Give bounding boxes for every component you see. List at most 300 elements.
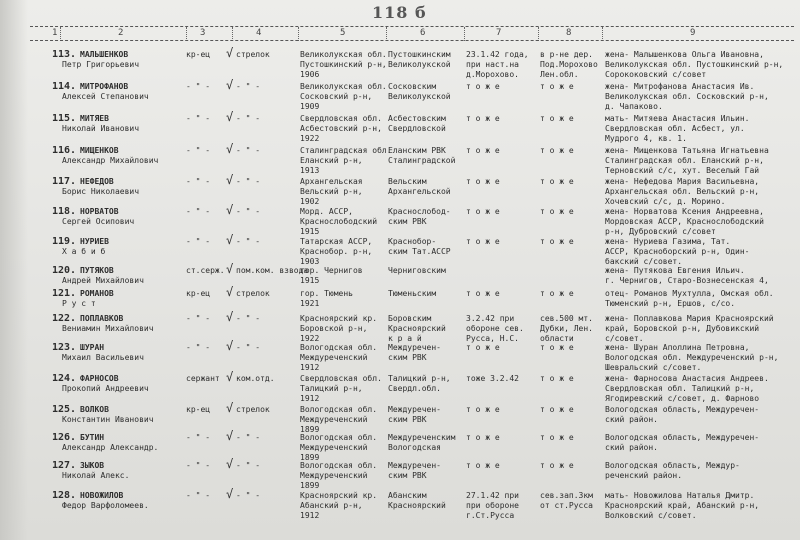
record-surname: РОМАНОВ (80, 289, 114, 298)
record-birthplace-line: гор. Чернигов (300, 266, 363, 275)
record-place (540, 50, 598, 80)
record-relative-line: отец- Романов Мухтулла, Омская обл. (605, 289, 774, 298)
record-surname: ФАРНОСОВ (80, 374, 119, 383)
record-draft-office (388, 433, 464, 453)
record-relative (605, 461, 797, 481)
record-place (540, 461, 598, 471)
record-place-line: т о ж е (540, 146, 574, 155)
record-draft-office (388, 491, 464, 511)
record-draft-office (388, 343, 464, 363)
record-draft-office-line: Красноярский (388, 324, 446, 333)
record-place-line: области (540, 334, 574, 343)
record-given-name: Х а б и б (62, 247, 106, 256)
record-index: 126. (52, 432, 77, 443)
record-birthplace-line: 1899 (300, 453, 320, 462)
record-birthplace-line: 1909 (300, 102, 320, 111)
record-relative-line: мать- Новожилова Наталья Дмитр. (605, 491, 755, 500)
record-place (540, 207, 598, 217)
record-index: 122. (52, 313, 77, 324)
record-rank: - " - (186, 82, 211, 91)
record-draft-office (388, 266, 464, 276)
record-date-line: т о ж е (466, 177, 500, 186)
column-divider (232, 27, 233, 41)
record-place-line: т о ж е (540, 289, 574, 298)
record-draft-office-line: Тюменьским (388, 289, 437, 298)
record-index: 116. (52, 145, 77, 156)
record-position: - " - (236, 461, 261, 470)
record-place-line: т о ж е (540, 343, 574, 352)
record-rank: сержант (186, 374, 220, 383)
record-place-line: т о ж е (540, 207, 574, 216)
record-birthplace-line: 1912 (300, 511, 320, 520)
column-number-2: 2 (118, 28, 124, 38)
record-index: 117. (52, 176, 77, 187)
record-rank: - " - (186, 343, 211, 352)
record-relative-line: Великолукская обл. Сосковский р-н, (605, 92, 769, 101)
record-given-name: Николай Иванович (62, 124, 140, 133)
record-place-line: т о ж е (540, 461, 574, 470)
record-place-line: т о ж е (540, 405, 574, 414)
record-given-name: Р у с т (62, 299, 96, 308)
checkmark-icon: √ (226, 262, 234, 276)
record-place (540, 177, 598, 187)
record-relative-line: край, Боровской р-н, Дубовикский (605, 324, 760, 333)
record-position: - " - (236, 343, 261, 352)
record-draft-office-line: Сталинградской (388, 156, 456, 165)
column-number-7: 7 (496, 28, 502, 38)
record-given-name: Прокопий Андреевич (62, 384, 149, 393)
record-position: - " - (236, 433, 261, 442)
record-given-name: Борис Николаевич (62, 187, 140, 196)
checkmark-icon: √ (226, 310, 234, 324)
record-date-line: т о ж е (466, 289, 500, 298)
column-number-8: 8 (566, 28, 572, 38)
record-relative-line: Архангельская обл. Вельский р-н, (605, 187, 760, 196)
record-draft-office-line: Междуречен- (388, 343, 441, 352)
record-draft-office (388, 114, 464, 134)
record-date-line: 3.2.42 при (466, 314, 515, 323)
record-birthplace-line: Междуреченский (300, 471, 368, 480)
checkmark-icon: √ (226, 401, 234, 415)
record-rank: - " - (186, 177, 211, 186)
record-relative (605, 374, 797, 404)
record-name (62, 289, 182, 309)
record-birthplace-line: Сталинградская обл. (300, 146, 392, 155)
record-relative (605, 114, 797, 144)
record-name (62, 114, 182, 134)
record-birthplace-line: 1922 (300, 334, 320, 343)
record-relative-line: жена- Путякова Евгения Ильич. (605, 266, 745, 275)
record-draft-office (388, 50, 464, 70)
record-place (540, 314, 598, 344)
record-relative-line: жена- Фарносова Анастасия Андреев. (605, 374, 769, 383)
record-draft-office-line: ским РВК (388, 353, 427, 362)
record-draft-office-line: Краснослобод- (388, 207, 451, 216)
record-relative-line: жена- Малышенкова Ольга Ивановна, (605, 50, 764, 59)
checkmark-icon: √ (226, 173, 234, 187)
record-birthplace (300, 461, 386, 491)
record-relative-line: Сорококовский с/совет (605, 70, 707, 79)
record-birthplace-line: Сосковский р-н, (300, 92, 373, 101)
record-draft-office-line: Красноярский (388, 501, 446, 510)
record-birthplace-line: Красноярский кр. (300, 314, 378, 323)
record-birthplace (300, 289, 386, 309)
record-birthplace-line: Асбестовский р-н, (300, 124, 382, 133)
checkmark-icon: √ (226, 46, 234, 60)
record-date (466, 207, 536, 217)
record-date-line: при обороне (466, 501, 519, 510)
record-relative-line: д. Чапаково. (605, 102, 663, 111)
record-place (540, 114, 598, 124)
record-relative-line: ский район. (605, 443, 658, 452)
record-date-line: д.Морохово. (466, 70, 519, 79)
record-name (62, 50, 182, 70)
record-date (466, 237, 536, 247)
record-birthplace (300, 314, 386, 344)
record-birthplace-line: 1913 (300, 166, 320, 175)
record-relative-line: реченский район. (605, 471, 683, 480)
record-birthplace-line: Великолукская обл. (300, 82, 387, 91)
record-draft-office (388, 314, 464, 344)
record-relative (605, 82, 797, 112)
record-draft-office (388, 289, 464, 299)
record-date-line: обороне сев. (466, 324, 524, 333)
record-relative-line: мать- Митяева Анастасия Ильин. (605, 114, 750, 123)
record-surname: МИТЯЕВ (80, 114, 109, 123)
record-place (540, 343, 598, 353)
record-rank: - " - (186, 207, 211, 216)
record-relative (605, 405, 797, 425)
record-name (62, 177, 182, 197)
record-draft-office-line: Абанским (388, 491, 427, 500)
record-place-line: т о ж е (540, 177, 574, 186)
record-relative (605, 266, 797, 286)
record-index: 128. (52, 490, 77, 501)
checkmark-icon: √ (226, 487, 234, 501)
record-birthplace-line: 1902 (300, 197, 320, 206)
record-place-line: Дубки, Лен. (540, 324, 593, 333)
record-draft-office-line: Вологодская (388, 443, 441, 452)
checkmark-icon: √ (226, 203, 234, 217)
record-birthplace-line: 1915 (300, 227, 320, 236)
record-date-line: т о ж е (466, 405, 500, 414)
record-date-line: т о ж е (466, 433, 500, 442)
record-given-name: Александр Михайлович (62, 156, 159, 165)
record-date (466, 314, 536, 344)
record-position: - " - (236, 82, 261, 91)
record-draft-office-line: ским РВК (388, 415, 427, 424)
record-birthplace (300, 177, 386, 207)
record-date-line: т о ж е (466, 114, 500, 123)
record-name (62, 266, 182, 286)
record-name (62, 237, 182, 257)
record-name (62, 491, 182, 511)
column-number-6: 6 (420, 28, 426, 38)
record-birthplace-line: Морд. АССР, (300, 207, 353, 216)
record-rank: кр-ец (186, 50, 211, 59)
record-birthplace (300, 405, 386, 435)
record-position: - " - (236, 314, 261, 323)
record-relative-line: Волковский с/совет. (605, 511, 697, 520)
record-draft-office-line: Пустошкинским (388, 50, 451, 59)
record-surname: НОРВАТОВ (80, 207, 119, 216)
record-index: 125. (52, 404, 77, 415)
record-date-line: Русса, Н.С. (466, 334, 519, 343)
record-birthplace-line: 1906 (300, 70, 320, 79)
record-relative-line: Шевральский с/совет. (605, 363, 702, 372)
record-birthplace (300, 343, 386, 373)
record-surname: ПОПЛАВКОВ (80, 314, 124, 323)
record-draft-office-line: Талицкий р-н, (388, 374, 451, 383)
record-place (540, 491, 598, 511)
record-position: - " - (236, 207, 261, 216)
record-date-line: т о ж е (466, 146, 500, 155)
record-relative (605, 146, 797, 176)
record-place-line: т о ж е (540, 374, 574, 383)
record-date (466, 82, 536, 92)
record-draft-office (388, 405, 464, 425)
record-draft-office-line: Междуречен- (388, 405, 441, 414)
record-birthplace-line: гор. Тюмень (300, 289, 353, 298)
record-index: 119. (52, 236, 77, 247)
record-relative-line: Тюменский р-н, Ершов, с/со. (605, 299, 736, 308)
record-birthplace (300, 50, 386, 80)
record-birthplace-line: 1921 (300, 299, 320, 308)
record-birthplace (300, 374, 386, 404)
record-birthplace-line: Боровской р-н, (300, 324, 368, 333)
record-date (466, 405, 536, 415)
record-relative-line: Великолукская обл. Пустошкинский р-н, (605, 60, 784, 69)
record-birthplace-line: Талицкий р-н, (300, 384, 363, 393)
record-relative-line: жена- Поплавкова Мария Красноярский (605, 314, 774, 323)
record-place-line: т о ж е (540, 114, 574, 123)
record-draft-office-line: Свердловской (388, 124, 446, 133)
record-relative-line: жена- Нефедова Мария Васильевна, (605, 177, 760, 186)
record-draft-office-line: Междуреченским (388, 433, 456, 442)
record-birthplace-line: Вологодская обл. (300, 405, 378, 414)
record-rank: - " - (186, 314, 211, 323)
record-position: пом.ком. взвода (236, 266, 309, 275)
checkmark-icon: √ (226, 110, 234, 124)
record-position: - " - (236, 237, 261, 246)
record-surname: БУТИН (80, 433, 105, 442)
record-birthplace-line: 1912 (300, 363, 320, 372)
record-birthplace-line: Краснослободский (300, 217, 378, 226)
record-draft-office (388, 82, 464, 102)
record-birthplace-line: Междуреченский (300, 415, 368, 424)
record-index: 123. (52, 342, 77, 353)
record-place-line: Лен.обл. (540, 70, 579, 79)
record-relative-line: ский район. (605, 415, 658, 424)
record-draft-office-line: ским РВК (388, 471, 427, 480)
checkmark-icon: √ (226, 370, 234, 384)
record-relative (605, 433, 797, 453)
record-birthplace-line: Еланский р-н, (300, 156, 363, 165)
record-draft-office (388, 237, 464, 257)
record-name (62, 82, 182, 102)
record-surname: ЗЫКОВ (80, 461, 105, 470)
column-number-4: 4 (256, 28, 262, 38)
record-draft-office-line: Вельским (388, 177, 427, 186)
record-date-line: 23.1.42 года, (466, 50, 529, 59)
record-date (466, 374, 536, 384)
record-position: стрелок (236, 405, 270, 414)
record-draft-office-line: ским РВК (388, 217, 427, 226)
record-name (62, 374, 182, 394)
record-position: - " - (236, 114, 261, 123)
record-date-line: т о ж е (466, 82, 500, 91)
checkmark-icon: √ (226, 457, 234, 471)
record-given-name: Алексей Степанович (62, 92, 149, 101)
record-draft-office-line: Боровским (388, 314, 432, 323)
column-divider (602, 27, 603, 41)
record-rank: - " - (186, 237, 211, 246)
record-surname: ШУРАН (80, 343, 105, 352)
record-relative-line: жена- Нуриева Газима, Тат. (605, 237, 731, 246)
record-birthplace (300, 237, 386, 267)
record-surname: МИЩЕНКОВ (80, 146, 119, 155)
record-name (62, 433, 182, 453)
page-number: 118 б (372, 3, 427, 22)
record-relative (605, 314, 797, 344)
checkmark-icon: √ (226, 78, 234, 92)
record-relative-line: Мудрого 4, кв. 1. (605, 134, 687, 143)
record-date (466, 177, 536, 187)
record-given-name: Федор Варфоломеев. (62, 501, 149, 510)
record-position: - " - (236, 177, 261, 186)
record-place (540, 405, 598, 415)
record-draft-office-line: Междуречен- (388, 461, 441, 470)
column-divider (386, 27, 387, 41)
record-row (0, 487, 800, 529)
record-birthplace-line: 1899 (300, 425, 320, 434)
record-relative-line: Терновский с/с, хут. Веселый Гай (605, 166, 760, 175)
record-surname: НОВОЖИЛОВ (80, 491, 124, 500)
record-relative (605, 207, 797, 237)
record-place-line: т о ж е (540, 82, 574, 91)
record-surname: МИТРОФАНОВ (80, 82, 129, 91)
record-relative-line: р-н, Дубровский с/совет (605, 227, 716, 236)
record-given-name: Михаил Васильевич (62, 353, 144, 362)
column-divider (186, 27, 187, 41)
record-relative-line: г. Чернигов, Старо-Вознесенская 4, (605, 276, 769, 285)
record-birthplace-line: 1903 (300, 257, 320, 266)
record-birthplace (300, 433, 386, 463)
record-place-line: сев.500 мт. (540, 314, 593, 323)
record-date-line: 27.1.42 при (466, 491, 519, 500)
record-draft-office-line: Архангельской (388, 187, 451, 196)
record-date-line: т о ж е (466, 237, 500, 246)
record-birthplace-line: Вологодская обл. (300, 461, 378, 470)
record-index: 114. (52, 81, 77, 92)
record-birthplace-line: Татарская АССР, (300, 237, 373, 246)
record-date (466, 491, 536, 521)
record-birthplace (300, 207, 386, 237)
record-place (540, 237, 598, 247)
record-birthplace-line: 1922 (300, 134, 320, 143)
record-draft-office-line: к р а й (388, 334, 422, 343)
record-birthplace (300, 114, 386, 144)
record-birthplace-line: 1899 (300, 481, 320, 490)
record-relative (605, 343, 797, 373)
record-name (62, 207, 182, 227)
record-birthplace-line: Краснобор. р-н, (300, 247, 373, 256)
record-relative-line: Сталинградская обл. Еланский р-н, (605, 156, 764, 165)
record-date-line: при наст.на (466, 60, 519, 69)
record-draft-office-line: Краснобор- (388, 237, 437, 246)
record-given-name: Константин Иванович (62, 415, 154, 424)
record-relative (605, 237, 797, 267)
checkmark-icon: √ (226, 233, 234, 247)
record-draft-office-line: Асбестовским (388, 114, 446, 123)
record-relative (605, 289, 797, 309)
record-draft-office-line: Великолукской (388, 60, 451, 69)
record-relative-line: жена- Мищенкова Татьяна Игнатьевна (605, 146, 769, 155)
record-given-name: Сергей Осипович (62, 217, 135, 226)
record-birthplace-line: 1915 (300, 276, 320, 285)
record-name (62, 314, 182, 334)
record-place-line: т о ж е (540, 433, 574, 442)
column-number-5: 5 (340, 28, 346, 38)
record-name (62, 146, 182, 166)
record-given-name: Александр Александр. (62, 443, 159, 452)
record-date (466, 50, 536, 80)
record-birthplace-line: 1912 (300, 394, 320, 403)
record-birthplace-line: Вельский р-н, (300, 187, 363, 196)
record-relative-line: Ягодиревский с/совет, д. Фарново (605, 394, 760, 403)
record-name (62, 405, 182, 425)
record-place (540, 146, 598, 156)
record-draft-office (388, 374, 464, 394)
record-relative-line: жена- Норватова Ксения Андреевна, (605, 207, 764, 216)
record-position: ком.отд. (236, 374, 275, 383)
record-rank: ст.серж. (186, 266, 225, 275)
column-divider (464, 27, 465, 41)
record-birthplace-line: Свердловская обл. (300, 374, 382, 383)
record-relative-line: с/совет. (605, 334, 644, 343)
record-rank: - " - (186, 114, 211, 123)
record-date (466, 461, 536, 471)
record-birthplace-line: Архангельская (300, 177, 363, 186)
top-rule (30, 26, 794, 27)
record-relative (605, 491, 797, 521)
column-divider (298, 27, 299, 41)
column-divider (538, 27, 539, 41)
record-given-name: Николай Алекс. (62, 471, 130, 480)
record-given-name: Вениамин Михайлович (62, 324, 154, 333)
record-rank: - " - (186, 491, 211, 500)
record-surname: ВОЛКОВ (80, 405, 109, 414)
record-relative-line: Вологодская область, Междур- (605, 461, 740, 470)
record-relative-line: жена- Митрофанова Анастасия Ив. (605, 82, 755, 91)
record-birthplace-line: Красноярский кр. (300, 491, 378, 500)
record-given-name: Андрей Михайлович (62, 276, 144, 285)
record-date-line: т о ж е (466, 207, 500, 216)
record-date-line: тоже 3.2.42 (466, 374, 519, 383)
record-draft-office-line: Еланским РВК (388, 146, 446, 155)
record-surname: НЕФЕДОВ (80, 177, 114, 186)
record-relative-line: бакский с/совет. (605, 257, 683, 266)
record-draft-office (388, 177, 464, 197)
record-birthplace-line: Вологодская обл. (300, 433, 378, 442)
column-number-1: 1 (52, 28, 58, 38)
record-birthplace-line: Великолукская обл. (300, 50, 387, 59)
record-given-name: Петр Григорьевич (62, 60, 140, 69)
record-place-line: Под.Морохово (540, 60, 598, 69)
record-relative (605, 50, 797, 80)
record-relative-line: Хочевский с/с, д. Морино. (605, 197, 726, 206)
record-index: 121. (52, 288, 77, 299)
